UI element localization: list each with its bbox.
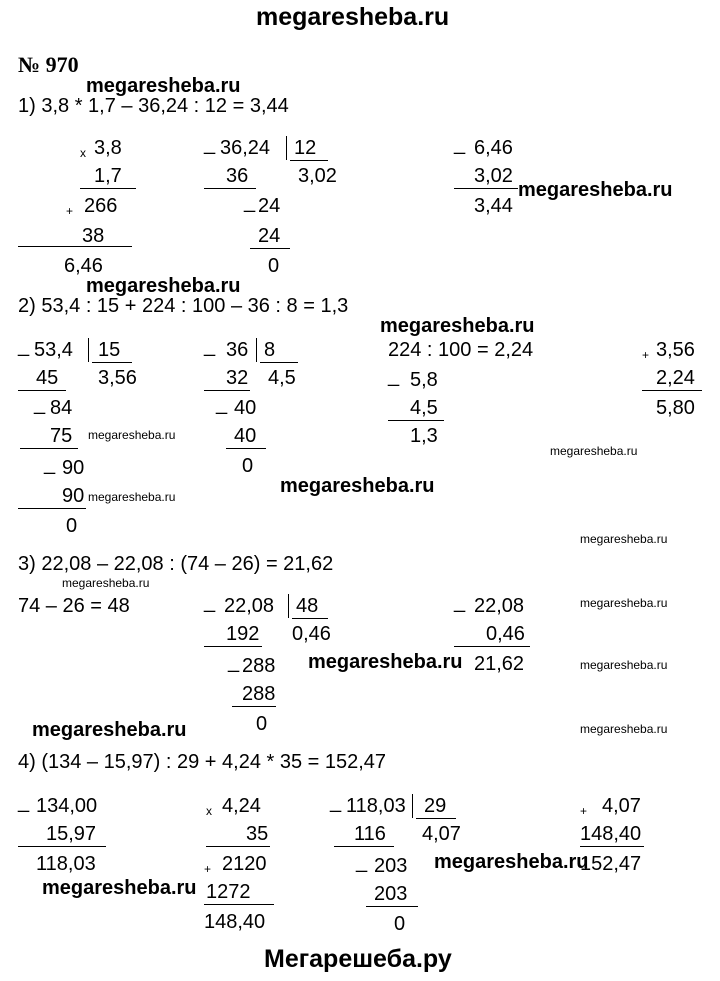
task2-div2-bar bbox=[256, 338, 257, 362]
task1-sub-minus: _ bbox=[454, 133, 466, 155]
task2-add-result: 5,80 bbox=[656, 397, 695, 419]
task3-div-s2: 288 bbox=[242, 683, 276, 705]
task2-div2-divisor: 8 bbox=[264, 339, 276, 361]
task3-sub-b: 0,46 bbox=[486, 623, 525, 645]
task4-mul-plus: + bbox=[204, 862, 212, 876]
task2-div2-divisor-line bbox=[260, 362, 298, 363]
watermark[interactable]: megaresheba.ru bbox=[86, 75, 241, 97]
task3-div-quotient: 0,46 bbox=[292, 623, 331, 645]
task2-div2-minus2: _ bbox=[216, 393, 228, 415]
task4-mul-p1: 2120 bbox=[222, 853, 267, 875]
task1-sub-a: 6,46 bbox=[474, 137, 513, 159]
task2-equation: 2) 53,4 : 15 + 224 : 100 – 36 : 8 = 1,3 bbox=[18, 295, 349, 317]
task4-div-line1 bbox=[334, 846, 394, 847]
problem-number: № 970 bbox=[18, 52, 79, 77]
task2-add-plus: + bbox=[642, 348, 650, 362]
task2-div1-r2: 90 bbox=[62, 457, 85, 479]
task2-div1-r1: 84 bbox=[50, 397, 73, 419]
task3-div-line1 bbox=[204, 646, 262, 647]
task1-div-minus2: _ bbox=[244, 191, 256, 213]
task1-div-rest: 0 bbox=[268, 255, 280, 277]
watermark[interactable]: megaresheba.ru bbox=[88, 490, 176, 504]
task3-div-divisor: 48 bbox=[296, 595, 319, 617]
task4-div-divisor-line bbox=[416, 818, 456, 819]
task1-div-minus1: _ bbox=[204, 133, 216, 155]
task1-div-line2 bbox=[250, 248, 290, 249]
task2-sub-b: 4,5 bbox=[410, 397, 438, 419]
watermark[interactable]: megaresheba.ru bbox=[550, 444, 638, 458]
task2-div1-quotient: 3,56 bbox=[98, 367, 137, 389]
task2-div2-quotient: 4,5 bbox=[268, 367, 296, 389]
task1-div-s2: 24 bbox=[258, 225, 281, 247]
task4-div-dividend: 118,03 bbox=[346, 795, 406, 817]
task1-sub-line bbox=[454, 188, 518, 189]
task3-div-line2 bbox=[232, 706, 276, 707]
task1-equation: 1) 3,8 * 1,7 – 36,24 : 12 = 3,44 bbox=[18, 95, 289, 117]
watermark[interactable]: megaresheba.ru bbox=[580, 532, 668, 546]
task4-add-result: 152,47 bbox=[580, 853, 642, 875]
watermark[interactable]: megaresheba.ru bbox=[434, 851, 589, 873]
task2-div1-bar bbox=[88, 338, 89, 362]
task1-mul-a: 3,8 bbox=[94, 137, 122, 159]
watermark[interactable]: megaresheba.ru bbox=[88, 428, 176, 442]
task4-mul-p2: 1272 bbox=[206, 881, 251, 903]
task4-mul-a: 4,24 bbox=[222, 795, 261, 817]
task2-div1-s3: 90 bbox=[62, 485, 85, 507]
task4-add-a: 4,07 bbox=[602, 795, 641, 817]
task1-div-quotient: 3,02 bbox=[298, 165, 337, 187]
task4-sub-a: 134,00 bbox=[36, 795, 98, 817]
task4-sub-result: 118,03 bbox=[36, 853, 96, 875]
watermark[interactable]: megaresheba.ru bbox=[308, 651, 463, 673]
task3-div-dividend: 22,08 bbox=[224, 595, 275, 617]
task4-div-minus2: _ bbox=[356, 851, 368, 873]
task2-div2-minus1: _ bbox=[204, 335, 216, 357]
site-header[interactable]: megaresheba.ru bbox=[256, 3, 450, 31]
task4-sub-line bbox=[18, 846, 106, 847]
task3-sub-result: 21,62 bbox=[474, 653, 525, 675]
task3-line1: 74 – 26 = 48 bbox=[18, 595, 130, 617]
task4-sub-b: 15,97 bbox=[46, 823, 97, 845]
task1-div-s1: 36 bbox=[226, 165, 249, 187]
task1-mul-line1 bbox=[80, 188, 136, 189]
task1-div-line1 bbox=[204, 188, 256, 189]
task1-div-r1: 24 bbox=[258, 195, 281, 217]
task4-add-plus: + bbox=[580, 804, 588, 818]
task4-div-s2: 203 bbox=[374, 883, 408, 905]
task1-mul-result: 6,46 bbox=[64, 255, 103, 277]
task3-div-minus2: _ bbox=[228, 651, 240, 673]
task4-add-b: 148,40 bbox=[580, 823, 642, 845]
task4-div-r1: 203 bbox=[374, 855, 408, 877]
task4-div-quotient: 4,07 bbox=[422, 823, 461, 845]
task1-sub-result: 3,44 bbox=[474, 195, 513, 217]
watermark[interactable]: megaresheba.ru bbox=[518, 179, 673, 201]
task4-mul-line2 bbox=[204, 904, 274, 905]
task2-div2-rest: 0 bbox=[242, 455, 254, 477]
task2-div2-line1 bbox=[204, 390, 250, 391]
watermark[interactable]: megaresheba.ru bbox=[380, 315, 535, 337]
task3-div-r1: 288 bbox=[242, 655, 276, 677]
watermark[interactable]: megaresheba.ru bbox=[42, 877, 197, 899]
task4-mul-line1 bbox=[206, 846, 270, 847]
task2-div1-s1: 45 bbox=[36, 367, 59, 389]
task3-div-rest: 0 bbox=[256, 713, 268, 735]
task3-div-s1: 192 bbox=[226, 623, 260, 645]
task2-div1-rest: 0 bbox=[66, 515, 78, 537]
task3-sub-line bbox=[454, 646, 530, 647]
task1-div-dividend: 36,24 bbox=[220, 137, 271, 159]
task4-div-minus1: _ bbox=[330, 791, 342, 813]
task1-mul-p1: 266 bbox=[84, 195, 118, 217]
task2-div1-minus1: _ bbox=[18, 335, 30, 357]
watermark[interactable]: megaresheba.ru bbox=[32, 719, 187, 741]
task2-sub-a: 5,8 bbox=[410, 369, 438, 391]
watermark[interactable]: megaresheba.ru bbox=[62, 576, 150, 590]
watermark[interactable]: megaresheba.ru bbox=[86, 275, 241, 297]
task1-mul-plus: + bbox=[66, 204, 74, 218]
task2-div1-minus3: _ bbox=[44, 453, 56, 475]
task4-add-line bbox=[580, 846, 644, 847]
task4-equation: 4) (134 – 15,97) : 29 + 4,24 * 35 = 152,47 bbox=[18, 751, 387, 773]
task2-div2-line2 bbox=[226, 448, 266, 449]
task1-mul-sign: x bbox=[80, 146, 86, 160]
task2-div2-s2: 40 bbox=[234, 425, 257, 447]
task2-div2-dividend: 36 bbox=[226, 339, 249, 361]
task2-div2-s1: 32 bbox=[226, 367, 249, 389]
watermark[interactable]: megaresheba.ru bbox=[580, 722, 668, 736]
task3-div-divisor-line bbox=[292, 618, 328, 619]
task1-div-divisor: 12 bbox=[294, 137, 317, 159]
task2-add-a: 3,56 bbox=[656, 339, 695, 361]
task1-mul-p2: 38 bbox=[82, 225, 105, 247]
task2-sub-result: 1,3 bbox=[410, 425, 438, 447]
task2-div1-line3 bbox=[18, 508, 86, 509]
task4-mul-sign: x bbox=[206, 804, 212, 818]
task1-div-bar bbox=[286, 136, 287, 160]
task2-div1-divisor-line bbox=[92, 362, 132, 363]
task2-sub-line bbox=[388, 420, 444, 421]
task4-mul-b: 35 bbox=[246, 823, 269, 845]
task4-div-line2 bbox=[366, 906, 418, 907]
task3-div-minus1: _ bbox=[204, 591, 216, 613]
task4-sub-minus: _ bbox=[18, 791, 30, 813]
task2-div1-divisor: 15 bbox=[98, 339, 121, 361]
task1-mul-b: 1,7 bbox=[94, 165, 122, 187]
watermark[interactable]: megaresheba.ru bbox=[580, 596, 668, 610]
task3-sub-minus: _ bbox=[454, 591, 466, 613]
task1-div-divisor-line bbox=[290, 160, 328, 161]
task2-div2-r1: 40 bbox=[234, 397, 257, 419]
task2-div1-line1 bbox=[18, 390, 66, 391]
task2-div3: 224 : 100 = 2,24 bbox=[388, 339, 534, 361]
task4-div-divisor: 29 bbox=[424, 795, 447, 817]
task2-div1-dividend: 53,4 bbox=[34, 339, 73, 361]
watermark[interactable]: megaresheba.ru bbox=[280, 475, 435, 497]
task2-add-line bbox=[642, 390, 702, 391]
task4-div-bar bbox=[412, 794, 413, 818]
task4-mul-result: 148,40 bbox=[204, 911, 266, 933]
task2-div1-minus2: _ bbox=[34, 393, 46, 415]
task4-div-rest: 0 bbox=[394, 913, 406, 935]
task3-sub-a: 22,08 bbox=[474, 595, 525, 617]
task2-add-b: 2,24 bbox=[656, 367, 695, 389]
task2-sub-minus: _ bbox=[388, 365, 400, 387]
task2-div1-line2 bbox=[20, 448, 78, 449]
task2-div1-s2: 75 bbox=[50, 425, 73, 447]
task1-mul-line2 bbox=[18, 246, 132, 247]
watermark[interactable]: megaresheba.ru bbox=[580, 658, 668, 672]
task4-div-s1: 116 bbox=[354, 823, 386, 845]
site-footer[interactable]: Мегарешеба.ру bbox=[264, 945, 452, 973]
task3-div-bar bbox=[288, 594, 289, 618]
task3-equation: 3) 22,08 – 22,08 : (74 – 26) = 21,62 bbox=[18, 553, 334, 575]
task1-sub-b: 3,02 bbox=[474, 165, 513, 187]
